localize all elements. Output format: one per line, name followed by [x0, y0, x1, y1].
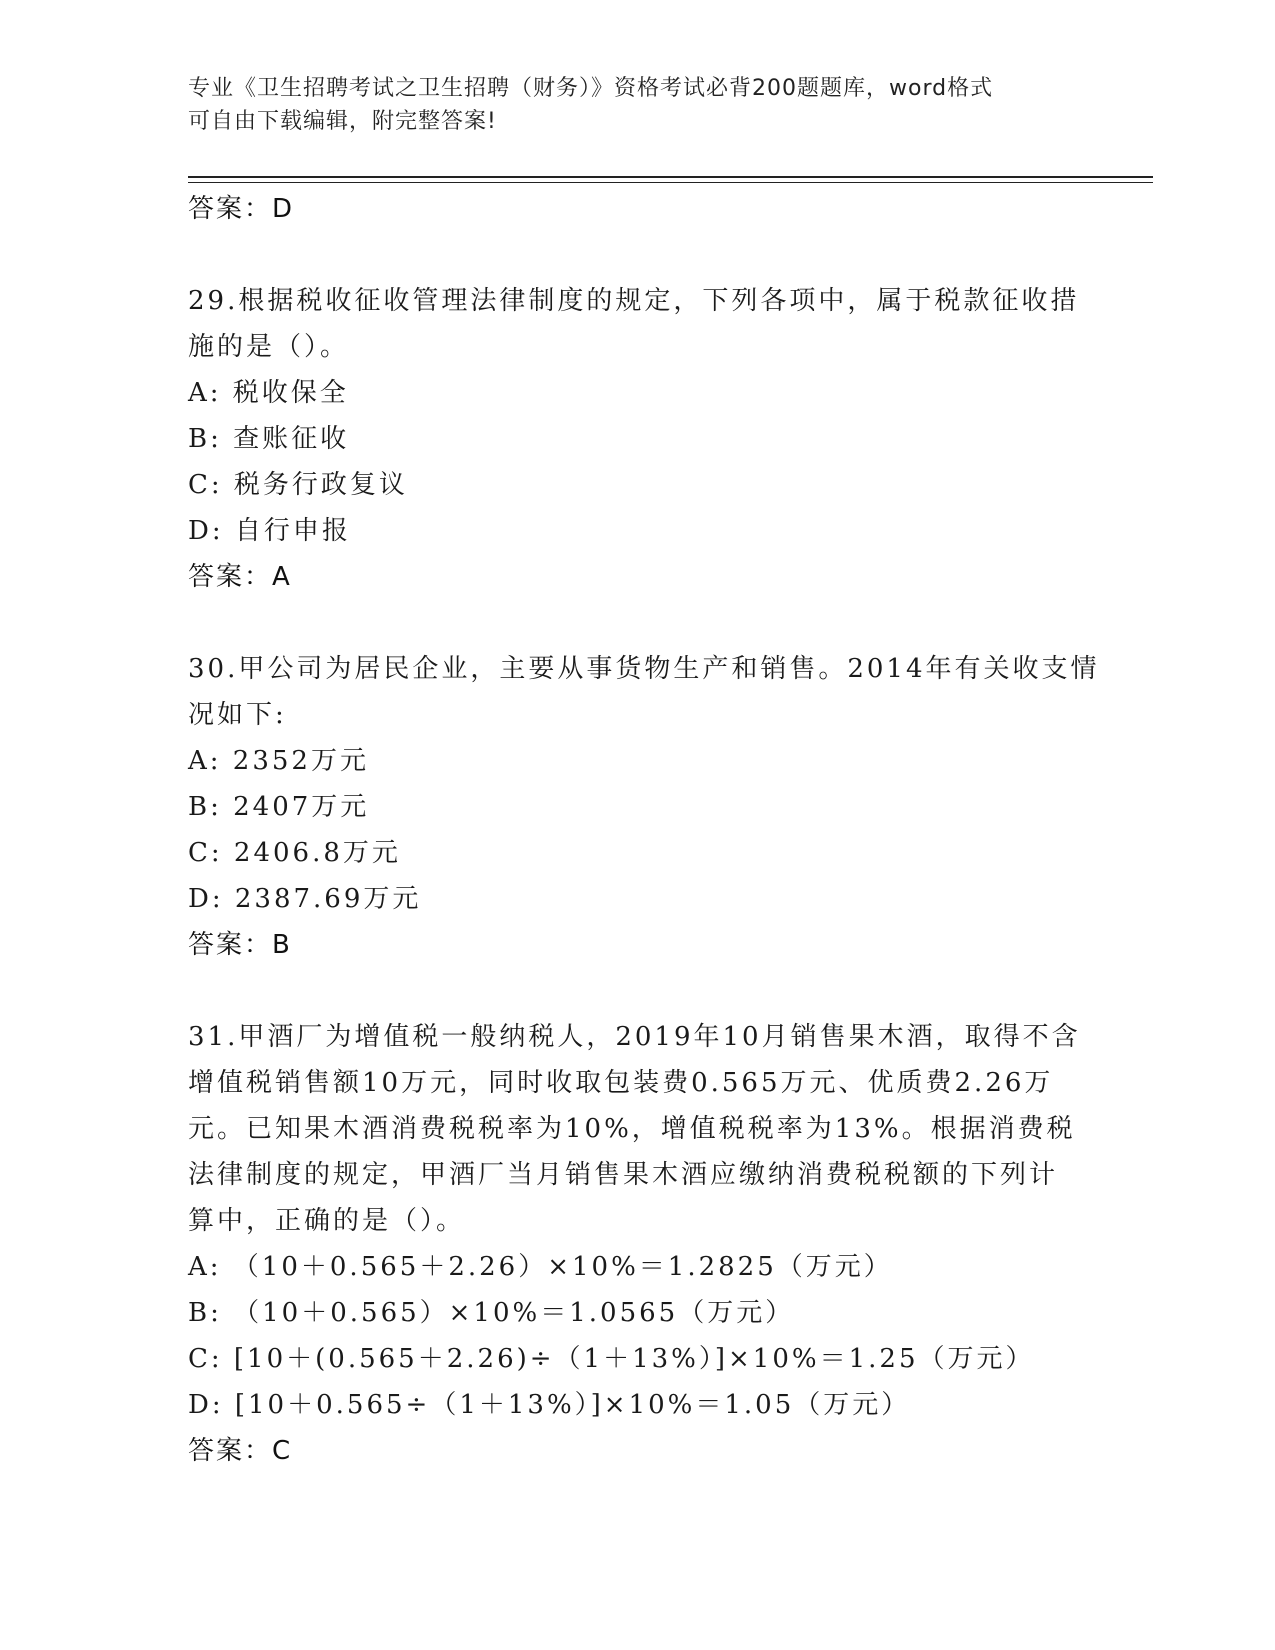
question-stem-line: 31.甲酒厂为增值税一般纳税人，2019年10月销售果木酒，取得不含: [188, 1022, 1081, 1052]
option-a: A: （10＋0.565＋2.26）×10%＝1.2825（万元）: [188, 1252, 893, 1282]
question-stem-line: 况如下:: [188, 700, 287, 730]
option-c: C: [10＋(0.565＋2.26)÷（1＋13%）]×10%＝1.25（万元）: [188, 1344, 1035, 1374]
option-b: B: （10＋0.565）×10%＝1.0565（万元）: [188, 1298, 795, 1328]
answer-line: 答案：A: [188, 562, 292, 592]
question-stem-line: 施的是（）。: [188, 332, 350, 362]
question-stem-line: 算中，正确的是（）。: [188, 1206, 466, 1236]
question-content: [188, 186, 1100, 1474]
option-b: B: 查账征收: [188, 424, 350, 454]
answer-line: 答案：B: [188, 930, 292, 960]
question-block: [188, 1014, 1088, 1474]
question-block: [188, 646, 1100, 968]
header-rule-thick: [188, 176, 1153, 178]
answer-line: 答案：C: [188, 1436, 293, 1466]
answer-line: 答案：D: [188, 194, 295, 224]
question-stem-line: 法律制度的规定，甲酒厂当月销售果木酒应缴纳消费税税额的下列计: [188, 1160, 1059, 1190]
option-d: D: 2387.69万元: [188, 884, 422, 914]
header-line-2: 可自由下载编辑，附完整答案!: [188, 109, 497, 134]
question-stem-line: 增值税销售额10万元，同时收取包装费0.565万元、优质费2.26万: [188, 1068, 1054, 1098]
option-d: D: 自行申报: [188, 516, 351, 546]
option-c: C: 2406.8万元: [188, 838, 401, 868]
question-stem-line: 29.根据税收征收管理法律制度的规定，下列各项中，属于税款征收措: [188, 286, 1080, 316]
spacer: [188, 600, 1088, 646]
header-line-1: 专业《卫生招聘考试之卫生招聘（财务）》资格考试必背200题题库，word格式: [188, 76, 994, 101]
document-header: [188, 72, 1088, 138]
header-rule-thin: [188, 182, 1153, 183]
option-a: A: 2352万元: [188, 746, 369, 776]
option-c: C: 税务行政复议: [188, 470, 408, 500]
option-a: A: 税收保全: [188, 378, 349, 408]
spacer: [188, 968, 1088, 1014]
option-b: B: 2407万元: [188, 792, 370, 822]
question-stem-line: 30.甲公司为居民企业，主要从事货物生产和销售。2014年有关收支情: [188, 654, 1100, 684]
spacer: [188, 232, 1088, 278]
option-d: D: [10＋0.565÷（1＋13%）]×10%＝1.05（万元）: [188, 1390, 911, 1420]
question-block: [188, 278, 1088, 600]
question-stem-line: 元。已知果木酒消费税税率为10%，增值税税率为13%。根据消费税: [188, 1114, 1076, 1144]
